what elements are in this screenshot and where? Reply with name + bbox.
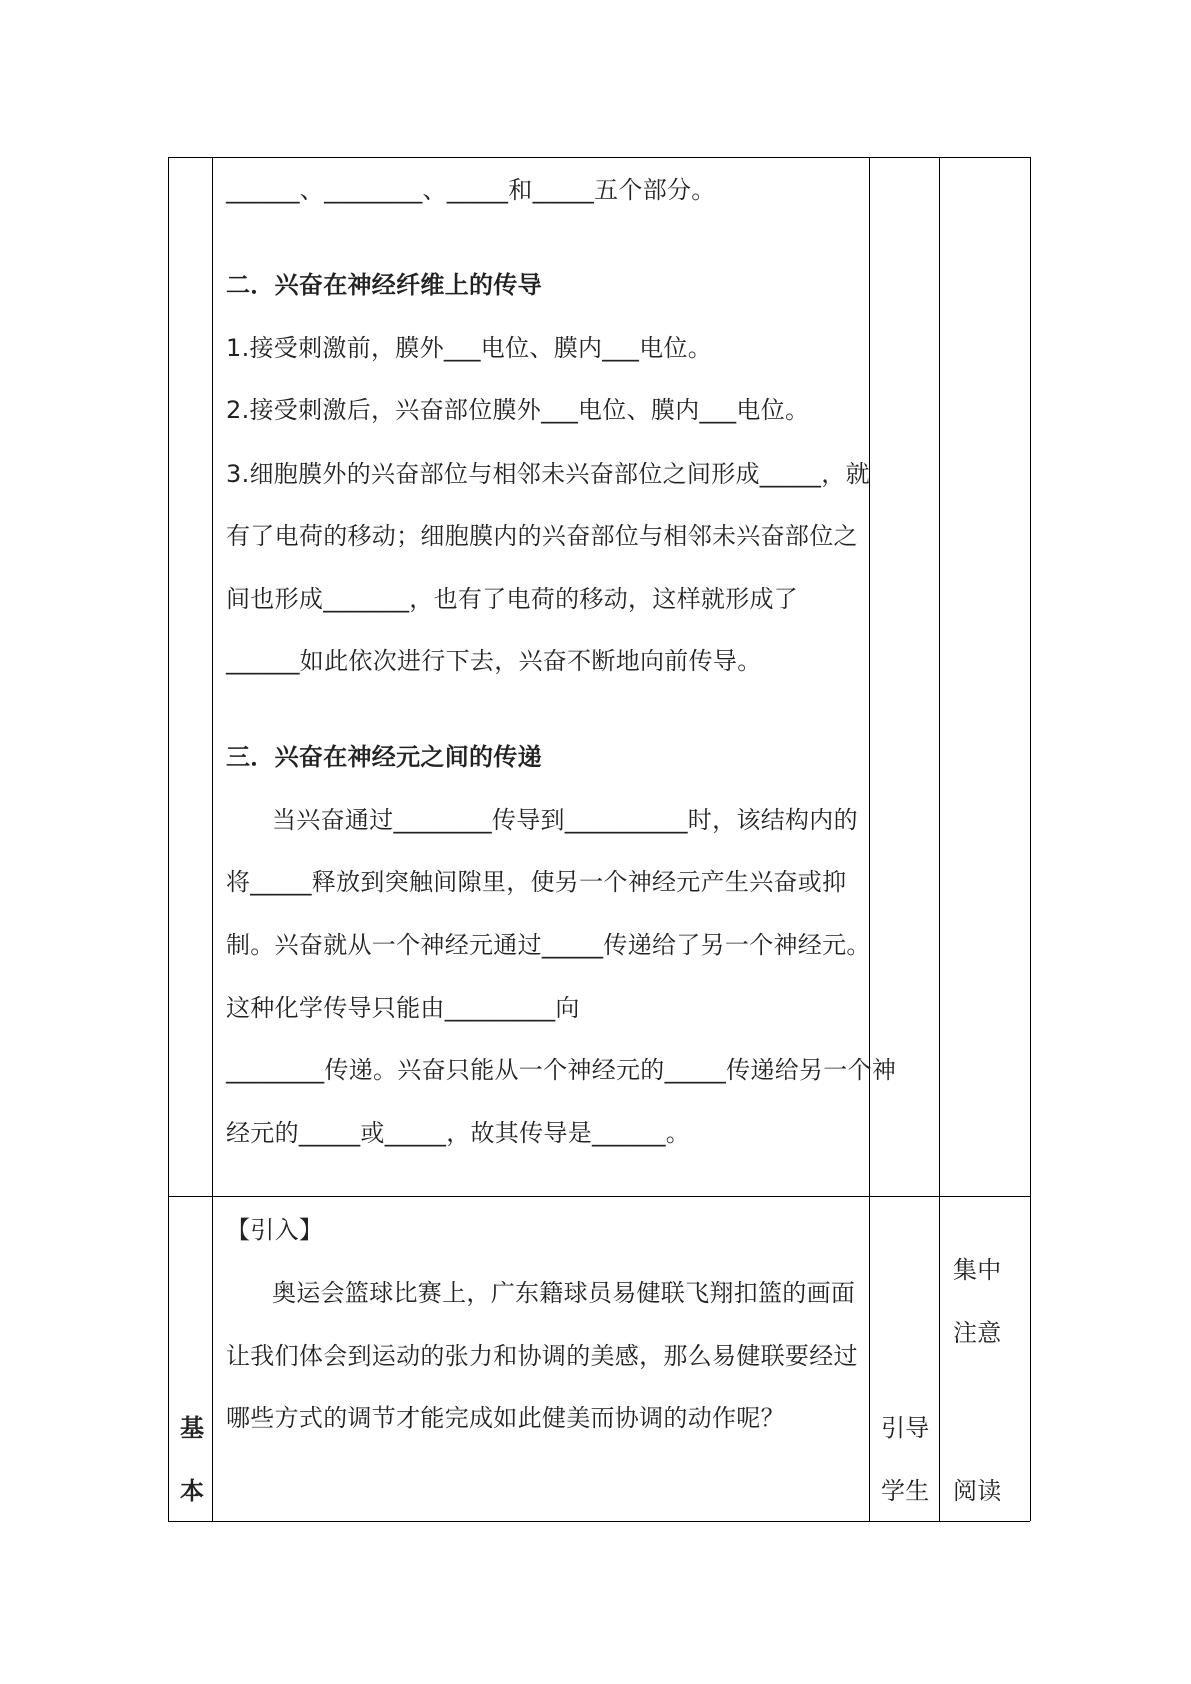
intro-paragraph-line-3: 哪些方式的调节才能完成如此健美而协调的动作呢？ — [226, 1404, 785, 1432]
table-border-right — [1030, 157, 1031, 1521]
intro-paragraph-line-2: 让我们体会到运动的张力和协调的美感，那么易健联要经过 — [226, 1342, 858, 1370]
teacher-activity-line-1: 引导 — [881, 1414, 930, 1442]
synapse-text-line-5: ________传递。兴奋只能从一个神经元的_____传递给另一个神 — [226, 1056, 897, 1084]
student-activity-line-1: 集中 — [953, 1256, 1002, 1284]
student-activity-line-2: 注意 — [953, 1319, 1002, 1347]
intro-heading: 【引入】 — [226, 1216, 324, 1244]
student-activity-line-3: 阅读 — [953, 1477, 1002, 1505]
synapse-text-line-3: 制。兴奋就从一个神经元通过_____传递给了另一个神经元。 — [226, 931, 871, 959]
section-heading-2: 二．兴奋在神经纤维上的传导 — [226, 271, 542, 299]
synapse-text-line-2: 将_____释放到突触间隙里，使另一个神经元产生兴奋或抑 — [226, 868, 847, 896]
question-3-line-4: ______如此依次进行下去，兴奋不断地向前传导。 — [226, 647, 762, 675]
question-3-line-1: 3.细胞膜外的兴奋部位与相邻未兴奋部位之间形成_____，就 — [226, 460, 870, 488]
blank-fill-line: ______、________、_____和_____五个部分。 — [226, 176, 716, 204]
intro-paragraph-line-1: 奥运会篮球比赛上，广东籍球员易健联飞翔扣篮的画面 — [272, 1279, 856, 1307]
column-divider-2 — [869, 157, 870, 1521]
column-divider-1 — [212, 157, 213, 1521]
column-divider-3 — [939, 157, 940, 1521]
question-2: 2.接受刺激后，兴奋部位膜外___电位、膜内___电位。 — [226, 396, 810, 424]
table-border-left — [168, 157, 169, 1521]
section-heading-3: 三．兴奋在神经元之间的传递 — [226, 743, 542, 771]
stage-label-char-1: 基 — [180, 1414, 205, 1442]
stage-label-char-2: 本 — [180, 1477, 205, 1505]
synapse-text-line-1: 当兴奋通过________传导到__________时，该结构内的 — [272, 806, 858, 834]
synapse-text-line-6: 经元的_____或_____，故其传导是______。 — [226, 1119, 691, 1147]
question-1: 1.接受刺激前，膜外___电位、膜内___电位。 — [226, 334, 713, 362]
question-3-line-2: 有了电荷的移动；细胞膜内的兴奋部位与相邻未兴奋部位之 — [226, 522, 858, 550]
synapse-text-line-4: 这种化学传导只能由_________向 — [226, 994, 580, 1022]
teacher-activity-line-2: 学生 — [881, 1477, 930, 1505]
row-divider — [168, 1196, 1031, 1197]
question-3-line-3: 间也形成_______，也有了电荷的移动，这样就形成了 — [226, 585, 799, 613]
